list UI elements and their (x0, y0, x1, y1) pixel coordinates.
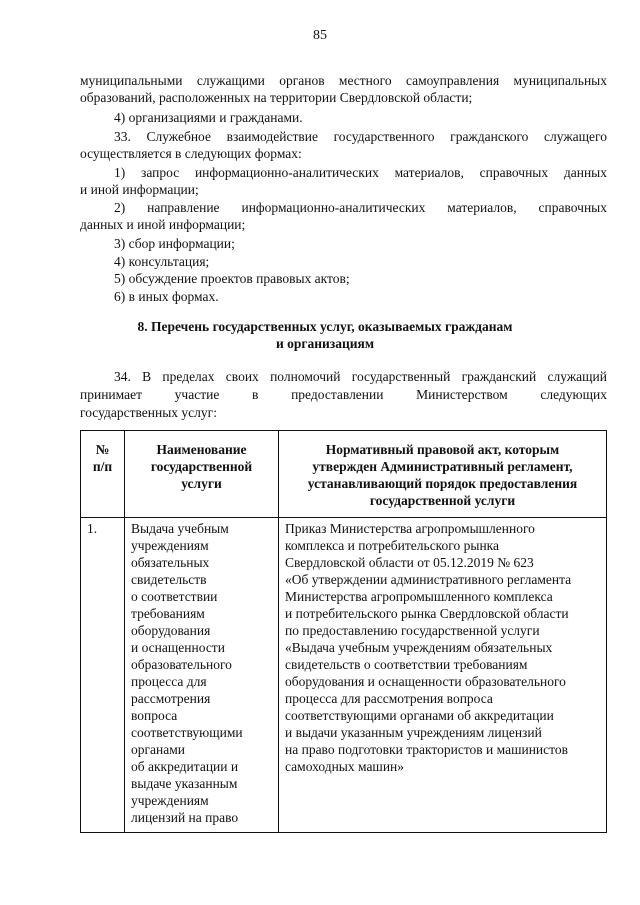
row-legal-act: Приказ Министерства агропромышленного комплекса и потребительского рынка Свердловской области от 05.12.2019 № 623 «Об утверждении административного регламента Министерства агропромышленного комплекса и потребительского рынка Свердловской области по предоставлению государственной услуги «Выдача учебным учреждениям обязательных свидетельств о соответствии требованиям оборудования и оснащенности образовательного процесса для рассмотрения вопроса соответствующими органами об аккредитации и выдачи указанным учреждениям лицензий на право подготовки трактористов и машинистов самоходных машин» (279, 518, 607, 833)
paragraph-line: осуществляется в следующих формах: (80, 146, 302, 161)
header-number: № п/п (81, 431, 125, 518)
paragraph-line: 5) обсуждение проектов правовых актов; (114, 271, 350, 286)
section-heading-line: и организациям (275, 336, 375, 351)
header-service-name: Наименование государственной услуги (125, 431, 279, 518)
services-table (80, 430, 607, 833)
table-header-row (81, 431, 607, 518)
paragraph-line: муниципальными служащими органов местного самоуправления муниципальных (80, 73, 607, 88)
paragraph-line: 4) организациями и гражданами. (114, 110, 303, 125)
paragraph-line: данных и иной информации; (80, 217, 246, 232)
paragraph-line: 4) консультация; (114, 254, 210, 269)
table-row (81, 518, 607, 833)
intro-line: государственных услуг: (80, 405, 217, 420)
row-number: 1. (81, 518, 125, 833)
section-heading (80, 318, 570, 352)
row-service-name: Выдача учебным учреждениям обязательных свидетельств о соответствии требованиям оборудования и оснащенности образовательного процесса для рассмотрения вопроса соответствующими органами об аккредитации и выдаче указанным учреждениям лицензий на право (125, 518, 279, 833)
header-legal-act: Нормативный правовой акт, которым утвержден Административный регламент, устанавливающий порядок предоставления государственной услуги (279, 431, 607, 518)
paragraph-line: 2) направление информационно-аналитических материалов, справочных (114, 200, 607, 215)
paragraph-line: 6) в иных формах. (114, 289, 219, 304)
paragraph-line: и иной информации; (80, 182, 199, 197)
intro-line: 34. В пределах своих полномочий государственный гражданский служащий (114, 369, 607, 384)
page-number: 85 (313, 28, 327, 43)
paragraph-line: образований, расположенных на территории Свердловской области; (80, 90, 473, 105)
paragraph-line: 1) запрос информационно-аналитических материалов, справочных данных (114, 165, 607, 180)
intro-line: принимает участие в предоставлении Министерством следующих (80, 387, 607, 402)
paragraph-line: 3) сбор информации; (114, 236, 235, 251)
section-heading-line: 8. Перечень государственных услуг, оказываемых гражданам (137, 319, 513, 334)
paragraph-line: 33. Служебное взаимодействие государственного гражданского служащего (114, 129, 607, 144)
